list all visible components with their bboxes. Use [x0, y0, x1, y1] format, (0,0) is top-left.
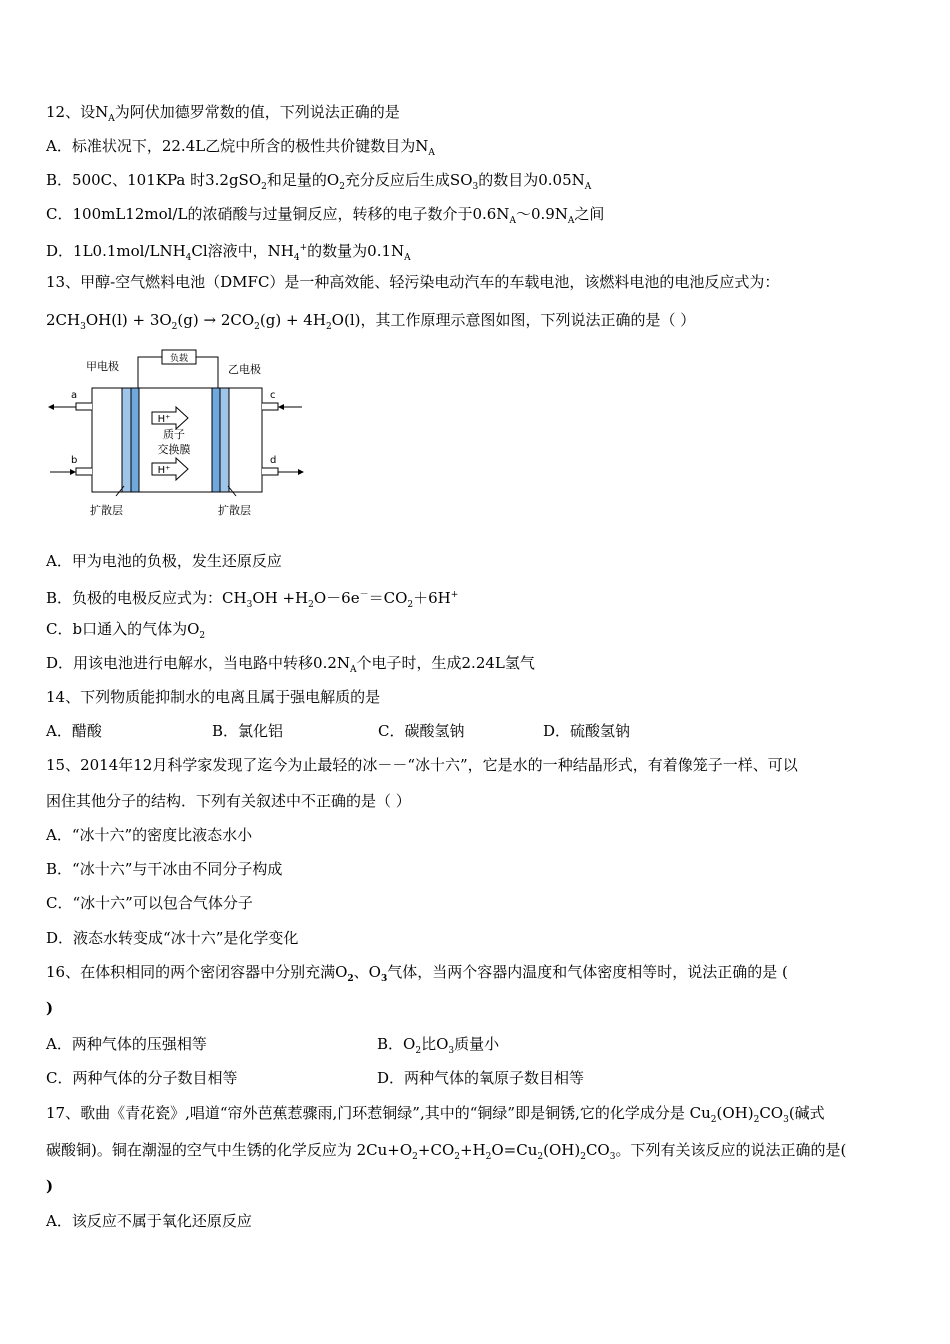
diffusion-right-label: 扩散层 — [218, 504, 251, 517]
q17-option-a: A．该反应不属于氧化还原反应 — [46, 1212, 252, 1230]
q17-stem-line1: 17、歌曲《青花瓷》,唱道“帘外芭蕉惹骤雨,门环惹铜绿”,其中的“铜绿”即是铜锈,它的化学成分是 $Cu_2(OH)_2CO_3$(碱式 — [46, 1104, 825, 1125]
q12-option-d: D．$1L0.1mol/LNH_4Cl$溶液中，$NH_4^+$的数量为$0.1N_A$ — [46, 242, 411, 263]
q13-option-b: B．负极的电极反应式为：$CH_3OH +H_2O-6e^-=CO_2+6H^+$ — [46, 589, 459, 610]
q13-option-c: C．b口通入的气体为$O_2$ — [46, 620, 206, 641]
q13-option-a: A．甲为电池的负极，发生还原反应 — [46, 552, 282, 570]
q12-option-c: C．100mL12mol/L的浓硝酸与过量铜反应，转移的电子数介于$0.6N_A\sim 0.9N_A$之间 — [46, 205, 605, 226]
port-b — [76, 468, 92, 475]
port-b-label: b — [71, 455, 78, 466]
q16-options-row1 — [46, 1034, 746, 1054]
q14-option-d: D．硫酸氢钠 — [543, 722, 631, 740]
q17-stem-line2: 碳酸铜)。铜在潮湿的空气中生锈的化学反应为 $2Cu+O_2+CO_2+H_2O=Cu_2(OH)_2CO_3$。下列有关该反应的说法正确的是( — [46, 1141, 847, 1162]
arrow-c-head — [278, 404, 284, 410]
left-electrode-label: 甲电极 — [86, 360, 119, 373]
q17-stem-close: ) — [46, 1177, 54, 1195]
port-c — [262, 403, 278, 410]
q14-option-a: A．醋酸 — [46, 722, 102, 740]
wire-right — [196, 357, 218, 388]
port-a-label: a — [71, 390, 78, 401]
q14-stem: 14、下列物质能抑制水的电离且属于强电解质的是 — [46, 688, 381, 706]
q13-option-d: D．用该电池进行电解水，当电路中转移$0.2N_A$个电子时，生成2.24L氢气 — [46, 654, 535, 675]
arrow-b-head — [70, 469, 76, 475]
q14-option-b: B．氯化铝 — [212, 722, 284, 740]
q16-option-a: A．两种气体的压强相等 — [46, 1035, 207, 1053]
q15-stem-line1: 15、2014年12月科学家发现了迄今为止最轻的冰－－“冰十六”，它是水的一种结晶形式，有着像笼子一样、可以 — [46, 756, 798, 774]
q16-option-d: D．两种气体的氧原子数目相等 — [377, 1069, 585, 1087]
right-electrode — [212, 388, 220, 492]
right-diffusion-layer — [220, 388, 229, 492]
wire-left — [138, 357, 162, 388]
q12-option-b: B．500C、101KPa 时3.2gSO$_2$和足量的$O_2$充分反应后生成$SO_3$的数目为$0.05N_A$ — [46, 171, 592, 192]
membrane-label-1: 质子 — [163, 428, 185, 441]
left-diffusion-layer — [122, 388, 131, 492]
q12-option-a: A．标准状况下，22.4L乙烷中所含的极性共价键数目为$N_A$ — [46, 137, 435, 158]
q15-option-d: D．液态水转变成“冰十六”是化学变化 — [46, 929, 299, 947]
q14-option-c: C．碳酸氢钠 — [378, 722, 465, 740]
diffusion-left-label: 扩散层 — [90, 504, 123, 517]
q15-stem-line2: 困住其他分子的结构．下列有关叙述中不正确的是（ ） — [46, 792, 411, 810]
q15-option-c: C．“冰十六”可以包合气体分子 — [46, 894, 253, 912]
left-electrode — [131, 388, 139, 492]
membrane-label-2: 交换膜 — [157, 443, 191, 456]
q16-stem-close: ) — [46, 999, 54, 1017]
q12-stem: 12、设$N_A$为阿伏加德罗常数的值，下列说法正确的是 — [46, 103, 400, 124]
arrow-a-head — [48, 404, 54, 410]
right-electrode-label: 乙电极 — [228, 363, 261, 376]
port-d-label: d — [270, 455, 277, 466]
q15-option-b: B．“冰十六”与干冰由不同分子构成 — [46, 860, 283, 878]
q16-stem: 16、在体积相同的两个密闭容器中分别充满$O_2$、$O_3$气体，当两个容器内温度和气体密度相等时，说法正确的是 ( — [46, 963, 788, 984]
load-label: 负载 — [169, 354, 189, 364]
q13-equation: $2CH_3OH(l) + 3O_2(g) \to 2CO_2(g) + 4H_2O(l)$，其工作原理示意图如图，下列说法正确的是（ ） — [46, 311, 696, 332]
fuel-cell-diagram — [46, 346, 306, 524]
proton-label-1: H⁺ — [157, 414, 171, 425]
q16-options-row2 — [46, 1068, 746, 1088]
q15-option-a: A．“冰十六”的密度比液态水小 — [46, 826, 253, 844]
arrow-d-head — [298, 469, 304, 475]
port-d — [262, 468, 278, 475]
q14-options — [46, 721, 746, 741]
port-a — [76, 403, 92, 410]
port-c-label: c — [270, 390, 276, 401]
q13-stem: 13、甲醇-空气燃料电池（DMFC）是一种高效能、轻污染电动汽车的车载电池，该燃料电池的电池反应式为： — [46, 273, 780, 291]
q16-option-b: B．$O_2$比$O_3$质量小 — [377, 1035, 500, 1056]
proton-label-2: H⁺ — [157, 465, 171, 476]
q16-option-c: C．两种气体的分子数目相等 — [46, 1069, 238, 1087]
